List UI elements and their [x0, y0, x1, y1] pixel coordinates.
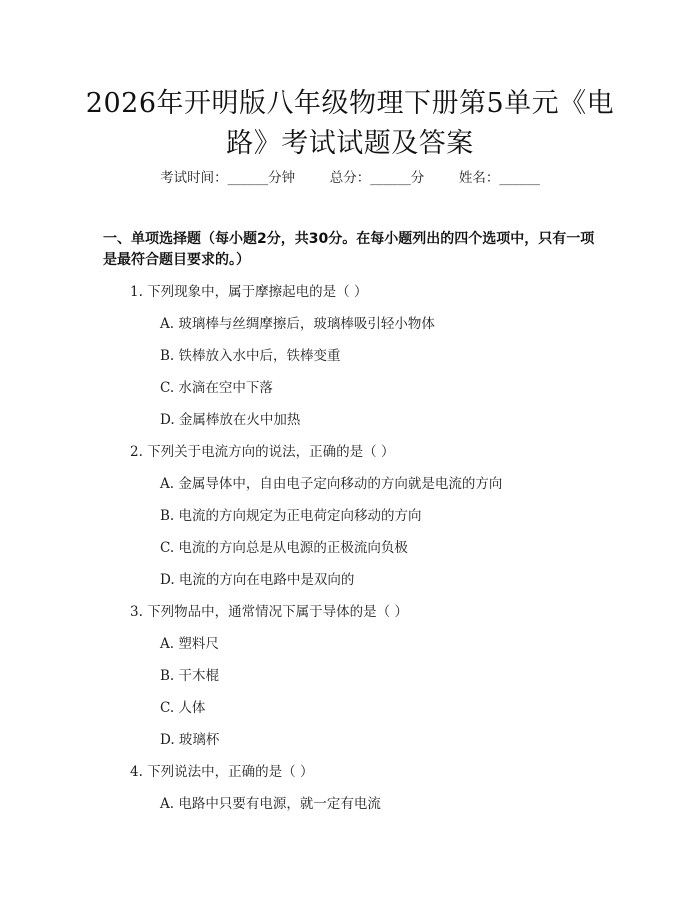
exam-title: 2026年开明版八年级物理下册第5单元《电路》考试试题及答案 — [85, 88, 615, 159]
student-name-field: 姓名：______ — [458, 170, 540, 186]
exam-time-field: 考试时间：______分钟 — [160, 170, 296, 186]
question-option: B. 电流的方向规定为正电荷定向移动的方向 — [160, 508, 422, 524]
question-option: C. 水滴在空中下落 — [160, 380, 273, 396]
question-option: A. 金属导体中，自由电子定向移动的方向就是电流的方向 — [160, 476, 503, 492]
exam-meta — [0, 168, 700, 188]
question-option: A. 玻璃棒与丝绸摩擦后，玻璃棒吸引轻小物体 — [160, 316, 435, 332]
question-option: D. 电流的方向在电路中是双向的 — [160, 572, 355, 588]
question-option: D. 金属棒放在火中加热 — [160, 412, 301, 428]
question-stem: 2. 下列关于电流方向的说法，正确的是（ ） — [130, 444, 395, 460]
question-stem: 3. 下列物品中，通常情况下属于导体的是（ ） — [130, 604, 408, 620]
question-option: A. 塑料尺 — [160, 636, 219, 652]
question-option: C. 电流的方向总是从电源的正极流向负极 — [160, 540, 408, 556]
question-option: A. 电路中只要有电源，就一定有电流 — [160, 796, 381, 812]
section-heading: 一、单项选择题（每小题2分，共30分。在每小题列出的四个选项中，只有一项是最符合题目要求的。） — [103, 231, 595, 268]
question-option: C. 人体 — [160, 700, 206, 716]
question-option: B. 干木棍 — [160, 668, 220, 684]
question-stem: 1. 下列现象中，属于摩擦起电的是（ ） — [130, 284, 368, 300]
total-score-field: 总分：______分 — [329, 170, 425, 186]
question-option: D. 玻璃杯 — [160, 732, 220, 748]
question-stem: 4. 下列说法中，正确的是（ ） — [130, 764, 314, 780]
question-option: B. 铁棒放入水中后，铁棒变重 — [160, 348, 341, 364]
